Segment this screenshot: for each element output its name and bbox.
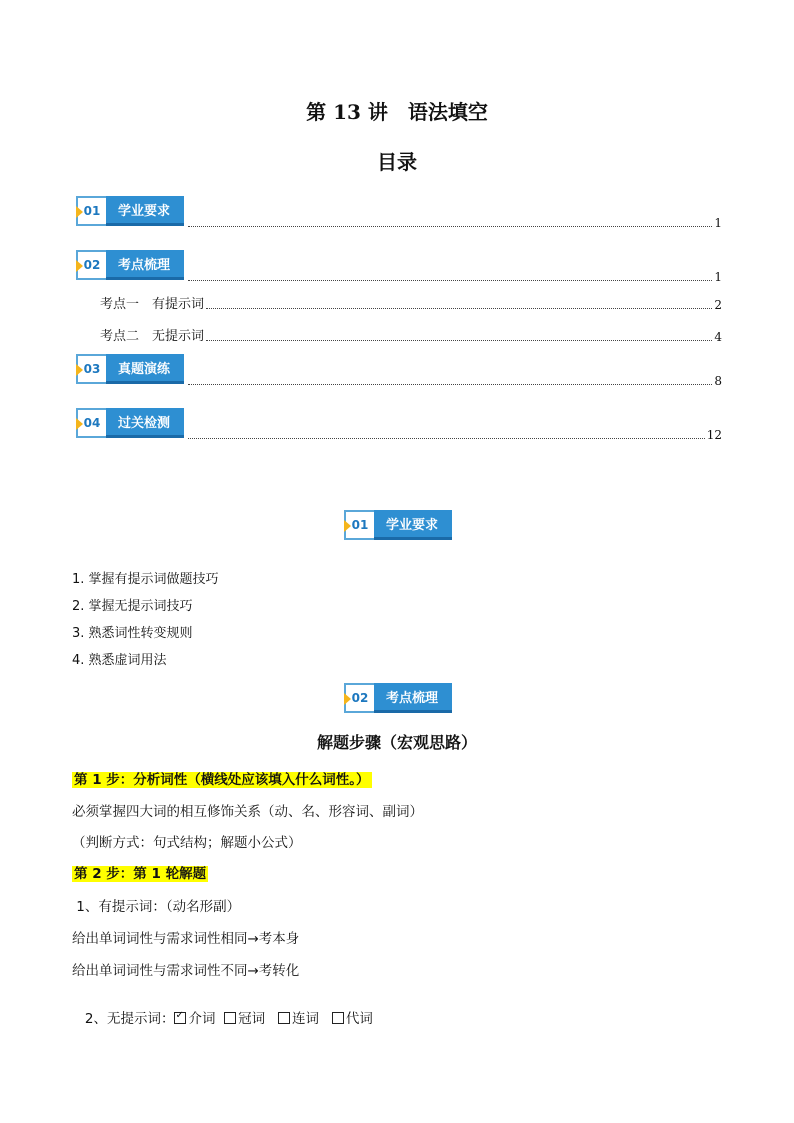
toc-subentry[interactable] xyxy=(100,293,722,312)
badge-label: 学业要求 xyxy=(106,196,184,226)
toc-leader-line xyxy=(186,216,722,230)
badge-label: 考点梳理 xyxy=(106,250,184,280)
requirement-item: 4. 熟悉虚词用法 xyxy=(72,653,167,668)
badge-label: 考点梳理 xyxy=(374,683,452,713)
step2-heading: 第 2 步：第 1 轮解题 xyxy=(74,866,207,882)
toc-title: 目录 xyxy=(377,150,417,174)
badge-label: 真题演练 xyxy=(106,354,184,384)
option-label: 连词 xyxy=(291,1011,319,1027)
badge-number: 04 xyxy=(76,408,106,438)
step2-line xyxy=(72,862,208,882)
toc-leader-line xyxy=(186,428,722,442)
toc-page-number: 1 xyxy=(714,270,722,284)
checkbox-icon[interactable] xyxy=(332,1012,344,1024)
toc-badge-02[interactable] xyxy=(76,250,184,280)
option-label: 代词 xyxy=(345,1011,373,1027)
badge-label: 学业要求 xyxy=(374,510,452,540)
toc-page-number: 1 xyxy=(714,216,722,230)
requirement-item: 2. 掌握无提示词技巧 xyxy=(72,599,193,614)
toc-subentry-label: 考点一 有提示词 xyxy=(100,297,205,312)
steps-heading: 解题步骤（宏观思路） xyxy=(316,733,477,752)
toc-badge-01[interactable] xyxy=(76,196,184,226)
requirement-item: 1. 掌握有提示词做题技巧 xyxy=(72,572,219,587)
toc-leader-line xyxy=(186,270,722,284)
toc-page-number: 4 xyxy=(714,330,722,344)
option-label: 介词 xyxy=(188,1011,216,1027)
checkbox-icon[interactable] xyxy=(224,1012,236,1024)
toc-page-number: 12 xyxy=(706,428,722,442)
toc-page-number: 8 xyxy=(714,374,722,388)
options-prefix: 2、无提示词： xyxy=(80,1011,175,1027)
body-line: 给出单词词性与需求词性不同→考转化 xyxy=(72,963,300,979)
badge-number: 01 xyxy=(344,510,374,540)
checkbox-icon[interactable] xyxy=(278,1012,290,1024)
badge-number: 03 xyxy=(76,354,106,384)
badge-label: 过关检测 xyxy=(106,408,184,438)
body-line: 1、有提示词：（动名形副） xyxy=(72,899,241,915)
step1-line xyxy=(72,768,372,788)
section-badge-02 xyxy=(344,683,452,713)
checkbox-checked-icon[interactable] xyxy=(174,1012,186,1024)
step1-heading: 第 1 步：分析词性（横线处应该填入什么词性。） xyxy=(74,772,370,788)
badge-number: 02 xyxy=(76,250,106,280)
badge-number: 01 xyxy=(76,196,106,226)
requirement-item: 3. 熟悉词性转变规则 xyxy=(72,626,193,641)
toc-badge-04[interactable] xyxy=(76,408,184,438)
toc-badge-03[interactable] xyxy=(76,354,184,384)
badge-number: 02 xyxy=(344,683,374,713)
document-title: 第 13 讲 语法填空 xyxy=(306,100,488,124)
body-line: （判断方式：句式结构；解题小公式） xyxy=(72,835,302,851)
toc-page-number: 2 xyxy=(714,298,722,312)
option-label: 冠词 xyxy=(238,1011,266,1027)
toc-subentry-label: 考点二 无提示词 xyxy=(100,329,205,344)
toc-subentry[interactable] xyxy=(100,325,722,344)
options-line xyxy=(72,991,373,1027)
body-line: 给出单词词性与需求词性相同→考本身 xyxy=(72,931,300,947)
toc-leader-line xyxy=(186,374,722,388)
section-badge-01 xyxy=(344,510,452,540)
body-line: 必须掌握四大词的相互修饰关系（动、名、形容词、副词） xyxy=(72,804,423,820)
